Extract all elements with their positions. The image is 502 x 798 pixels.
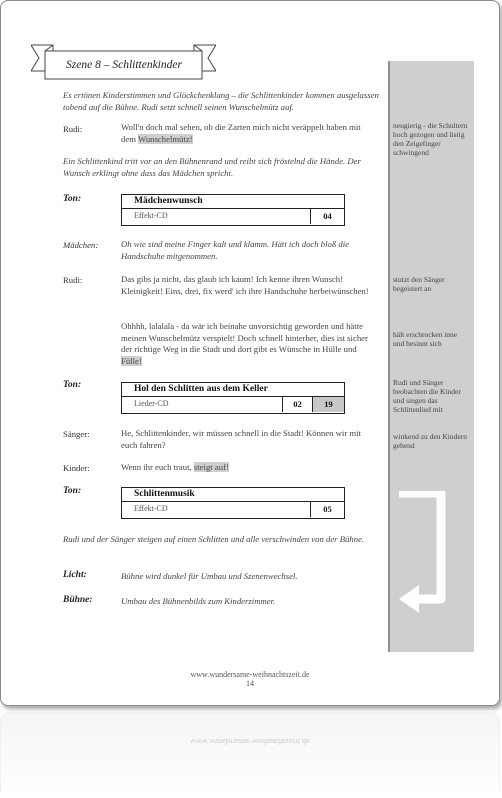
licht-text: Bühne wird dunkel für Umbau und Szenenwechsel.: [121, 571, 298, 581]
ton-label-3: Ton:: [63, 486, 82, 496]
sound-cue-1: [121, 194, 345, 226]
kinder-line-text: Wenn ihr euch traut,: [121, 462, 194, 472]
note-2: stutzt den Sänger begeistert an: [393, 275, 445, 293]
rudi-line-3: [121, 321, 379, 367]
maedchen-line: Oh wie sind meine Finger kalt und klamm. Hätt ich doch bloß die Handschuhe mitgenommen.: [121, 239, 350, 261]
rudi-line-2: Das gibs ja nicht, das glaub ich kaum! Ich kenne ihren Wunsch! Kleinigkeit! Eins, drei, fix werd' ich ihre Handschuhe herbeiwünschen!: [121, 274, 369, 296]
speaker-maedchen: Mädchen:: [63, 240, 99, 250]
intro-direction: Es ertönen Kinderstimmen und Glöckchenklang – die Schlittenkinder kommen ausgelassen tobend auf die Bühne. Rudi setzt schnell seinen Wunschelmütz auf.: [63, 90, 379, 112]
rudi-line-3-highlight: Fülle!: [121, 355, 142, 366]
speaker-kinder: Kinder:: [63, 463, 90, 473]
footer-url: www.wundersame-weihnachtszeit.de: [190, 670, 310, 679]
sound-cue-2-track: 19: [312, 397, 344, 412]
sound-cue-1-track: 04: [310, 209, 344, 224]
sound-cue-3-source: Effekt-CD: [134, 504, 168, 513]
note-4: Rudi und Sänger beobachten die Kinder und singen das Schlittenlied mit: [393, 378, 461, 414]
sound-cue-2-title: Hol den Schlitten aus dem Keller: [122, 383, 344, 397]
kinder-line-highlight: steigt auf!: [193, 462, 229, 472]
kinder-line: [121, 462, 376, 474]
speaker-rudi: Rudi:: [63, 124, 83, 134]
rudi-line-1: [121, 122, 376, 145]
saenger-line: He, Schlittenkinder, wir müssen schnell in die Stadt! Können wir mit euch fahren?: [121, 428, 361, 450]
ton-label-2: Ton:: [63, 380, 82, 390]
stage-direction-2: Rudi und der Sänger steigen auf einen Schlitten und alle verschwinden von der Bühne.: [63, 534, 365, 544]
page-reflection: [0, 712, 500, 793]
page-number: 14: [246, 679, 254, 688]
sound-cue-2-source: Lieder-CD: [134, 399, 169, 408]
speaker-saenger: Sänger:: [63, 429, 90, 439]
reflection-footer: [1, 737, 499, 746]
return-arrow-icon: [395, 491, 455, 616]
sound-cue-1-source: Effekt-CD: [134, 211, 168, 220]
sound-cue-1-title: Mädchenwunsch: [122, 195, 344, 209]
buehne-text: Umbau des Bühnenbilds zum Kinderzimmer.: [121, 596, 276, 606]
note-1: neugierig - die Schultern hoch gezogen und listig den Zeigefinger schwingend: [393, 121, 468, 157]
note-3: hält erschrocken inne und besinnt sich: [393, 330, 458, 348]
reflection-url: www.wundersame-weihnachtszeit.de: [190, 737, 310, 746]
sound-cue-3: [121, 487, 345, 519]
stage-direction-1: Ein Schlittenkind tritt vor an den Bühnenrand und reibt sich fröstelnd die Hände. Der Wunsch erklingt ohne dass das Mädchen spricht.: [63, 156, 361, 178]
note-5: winkend zu den Kindern gehend: [393, 432, 467, 450]
scene-title: Szene 8 – Schlittenkinder: [66, 59, 182, 71]
ton-label-1: Ton:: [63, 194, 82, 204]
buehne-label: Bühne:: [63, 595, 93, 605]
sound-cue-2: [121, 382, 345, 414]
sound-cue-3-title: Schlittenmusik: [122, 488, 344, 502]
licht-label: Licht:: [63, 570, 87, 580]
rudi-line-3-text: Ohhhh, lalalala - da wär ich beinahe unvorsichtig geworden und hätte meinen Wunschelmütz verspielt! Doch schnell hinterher, dies ist sicher der richtige Weg in die Stadt und dort gibt es Wünsche in Hülle und: [121, 321, 368, 354]
rudi-line-1-text: Woll'n doch mal sehen, ob die Zarten mich nicht veräppelt haben mit dem: [121, 122, 361, 144]
rudi-line-1-highlight: Wunschelmütz!: [137, 133, 193, 144]
sound-cue-3-track: 05: [310, 502, 344, 517]
speaker-rudi-2: Rudi:: [63, 275, 83, 285]
page-footer: [1, 670, 499, 688]
sound-cue-2-cd: 02: [282, 397, 312, 412]
